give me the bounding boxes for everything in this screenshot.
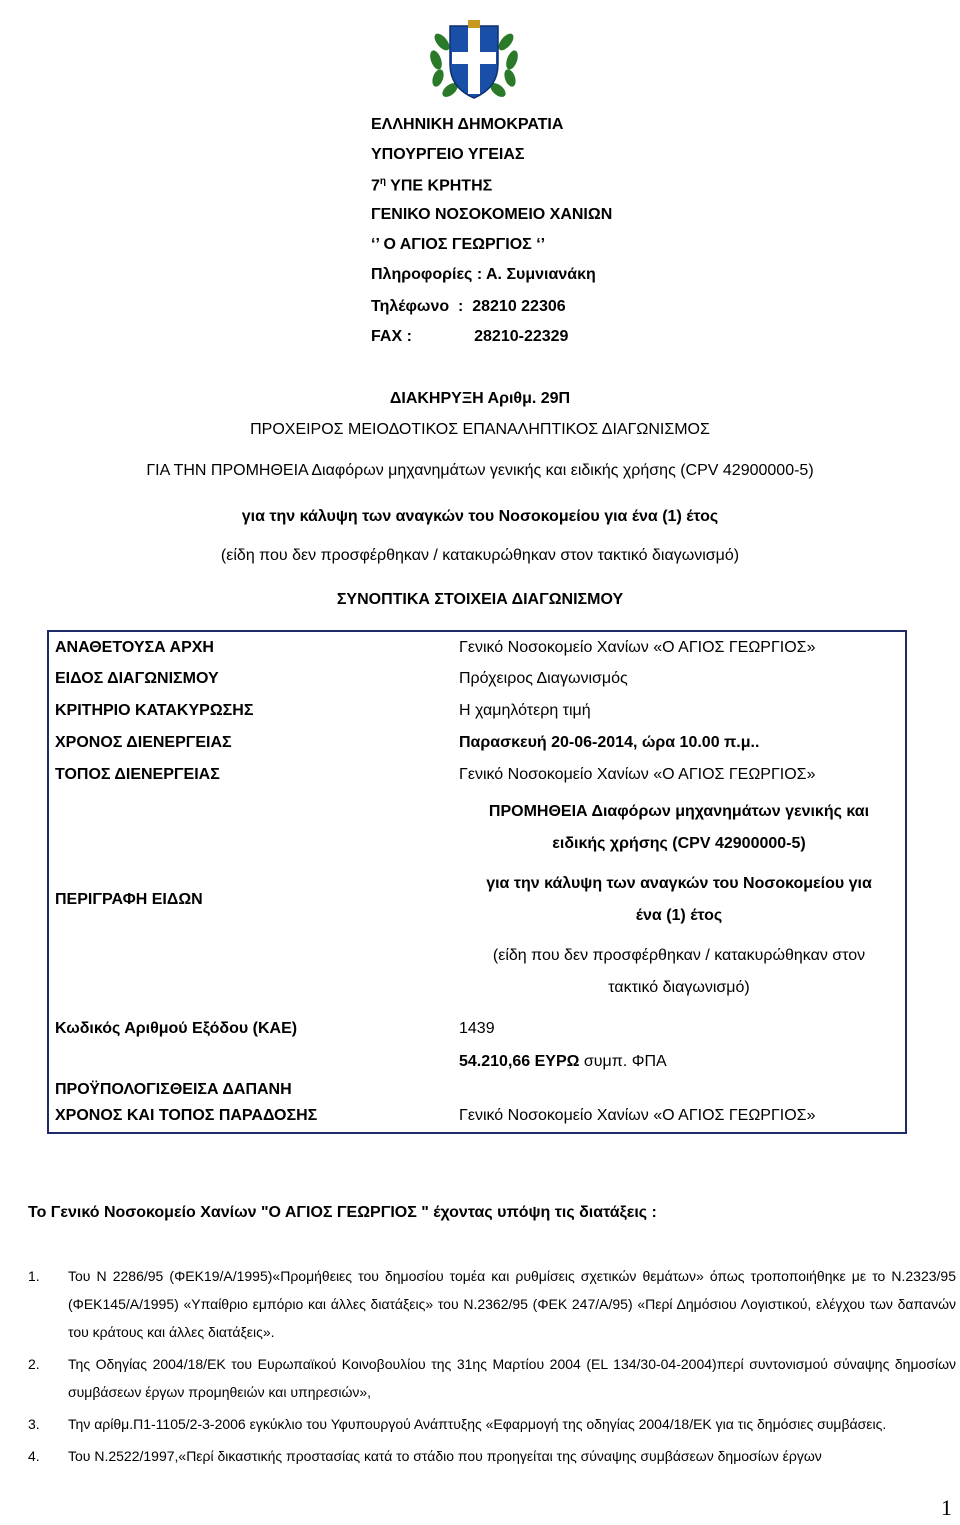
list-text: Την αρίθμ.Π1-1105/2-3-2006 εγκύκλιο του Υφυπουργού Ανάπτυξης «Εφαρμογή της οδηγίας 2004/18/ΕΚ για τις δημόσιες συμβάσεις.	[68, 1416, 887, 1432]
laws-list	[28, 1262, 956, 1474]
summary-heading: ΣΥΝΟΠΤΙΚΑ ΣΤΟΙΧΕΙΑ ΔΙΑΓΩΝΙΣΜΟΥ	[336, 591, 624, 608]
row-value: Πρόχειρος Διαγωνισμός	[459, 670, 628, 687]
desc-line: ένα (1) έτος	[635, 907, 723, 924]
list-text: Του Ν 2286/95 (ΦΕΚ19/Α/1995)«Προμήθειες του δημοσίου τομέα και ρυθμίσεις σχετικών θεμάτων» όπως τροποποιήθηκε με το Ν.2323/95 (ΦΕΚ145/Α/1995) «Υπαίθριο εμπόριο και άλλες διατάξεις» του Ν.2362/95 (ΦΕΚ 247/Α/95) «Περί Δημόσιου Λογιστικού, ελέγχου των δαπανών του κράτους και άλλες διατάξεις».	[68, 1268, 956, 1340]
row-value	[453, 1049, 906, 1099]
tender-note: (είδη που δεν προσφέρθηκαν / κατακυρώθηκαν στον τακτικό διαγωνισμό)	[220, 547, 740, 564]
header-info: Πληροφορίες : Α. Συμνιανάκη	[371, 266, 596, 283]
row-label: ΤΟΠΟΣ ΔΙΕΝΕΡΓΕΙΑΣ	[55, 766, 220, 783]
table-row	[48, 663, 906, 695]
table-row	[48, 695, 906, 727]
table-row	[48, 631, 906, 663]
header-hospital-name: ‘’ Ο ΑΓΙΟΣ ΓΕΩΡΓΙΟΣ ‘’	[371, 236, 546, 253]
preamble-text: Το Γενικό Νοσοκομείο Χανίων "Ο ΑΓΙΟΣ ΓΕΩΡΓΙΟΣ " έχοντας υπόψη τις διατάξεις :	[28, 1204, 657, 1221]
table-row	[48, 1009, 906, 1049]
header-ministry: ΥΠΟΥΡΓΕΙΟ ΥΓΕΙΑΣ	[371, 146, 525, 163]
list-item	[28, 1442, 956, 1470]
list-number: 2.	[28, 1356, 40, 1372]
tender-purpose: για την κάλυψη των αναγκών του Νοσοκομείου για ένα (1) έτος	[241, 508, 719, 525]
list-item	[28, 1350, 956, 1406]
row-label: ΑΝΑΘΕΤΟΥΣΑ ΑΡΧΗ	[55, 638, 214, 656]
greek-coat-of-arms-emblem	[424, 12, 524, 102]
list-number: 3.	[28, 1416, 40, 1432]
row-label: ΧΡΟΝΟΣ ΔΙΕΝΕΡΓΕΙΑΣ	[55, 734, 232, 751]
row-label: Κωδικός Αριθμού Εξόδου (ΚΑΕ)	[55, 1020, 298, 1037]
row-label: ΕΙΔΟΣ ΔΙΑΓΩΝΙΣΜΟΥ	[55, 670, 219, 687]
budget-amount: 54.210,66 ΕΥΡΩ	[459, 1053, 580, 1070]
list-item	[28, 1262, 956, 1346]
page-number: 1	[941, 1495, 952, 1520]
row-value: Παρασκευή 20-06-2014, ώρα 10.00 π.μ..	[459, 734, 760, 751]
header-hospital: ΓΕΝΙΚΟ ΝΟΣΟΚΟΜΕΙΟ ΧΑΝΙΩΝ	[371, 206, 613, 223]
declaration-number: ΔΙΑΚΗΡΥΞΗ Αριθμ. 29Π	[389, 390, 571, 407]
row-value: Η χαμηλότερη τιμή	[459, 702, 591, 719]
table-row	[48, 791, 906, 1009]
table-row	[48, 759, 906, 791]
items-description	[453, 791, 906, 1009]
tender-type: ΠΡΟΧΕΙΡΟΣ ΜΕΙΟΔΟΤΙΚΟΣ ΕΠΑΝΑΛΗΠΤΙΚΟΣ ΔΙΑΓΩΝΙΣΜΟΣ	[250, 421, 710, 438]
row-label: ΠΡΟΫΠΟΛΟΓΙΣΘΕΙΣΑ ΔΑΠΑΝΗ	[55, 1081, 292, 1098]
desc-line: ΠΡΟΜΗΘΕΙΑ Διαφόρων μηχανημάτων γενικής και	[488, 803, 870, 820]
desc-line: τακτικό διαγωνισμό)	[608, 979, 750, 996]
row-value: 1439	[459, 1020, 495, 1037]
list-number: 1.	[28, 1268, 40, 1284]
table-row	[48, 727, 906, 759]
row-value: Γενικό Νοσοκομείο Χανίων «Ο ΑΓΙΟΣ ΓΕΩΡΓΙΟΣ»	[459, 766, 816, 783]
budget-vat: συμπ. ΦΠΑ	[579, 1053, 667, 1070]
desc-line: (είδη που δεν προσφέρθηκαν / κατακυρώθηκαν στον	[492, 947, 866, 964]
list-number: 4.	[28, 1448, 40, 1464]
desc-line: για την κάλυψη των αναγκών του Νοσοκομείου για	[486, 875, 872, 892]
table-row	[48, 1049, 906, 1099]
table-row	[48, 1099, 906, 1133]
header-country: ΕΛΛΗΝΙΚΗ ΔΗΜΟΚΡΑΤΙΑ	[371, 116, 564, 133]
header-region: $7^\eta$ ΥΠΕ ΚΡΗΤΗΣ	[371, 176, 493, 195]
tender-subject: ΓΙΑ ΤΗΝ ΠΡΟΜΗΘΕΙΑ Διαφόρων μηχανημάτων γενικής και ειδικής χρήσης (CPV 42900000-5)	[146, 462, 814, 479]
desc-line: ειδικής χρήσης (CPV 42900000-5)	[552, 835, 806, 852]
row-value: Γενικό Νοσοκομείο Χανίων «Ο ΑΓΙΟΣ ΓΕΩΡΓΙΟΣ»	[459, 638, 816, 656]
row-value: Γενικό Νοσοκομείο Χανίων «Ο ΑΓΙΟΣ ΓΕΩΡΓΙΟΣ»	[459, 1106, 816, 1124]
row-label: ΧΡΟΝΟΣ ΚΑΙ ΤΟΠΟΣ ΠΑΡΑΔΟΣΗΣ	[55, 1106, 318, 1124]
list-item	[28, 1410, 956, 1438]
list-text: Του Ν.2522/1997,«Περί δικαστικής προστασίας κατά το στάδιο που προηγείται της σύναψης συμβάσεων δημοσίων έργων	[68, 1448, 822, 1464]
summary-table	[47, 630, 907, 1134]
list-text: Της Οδηγίας 2004/18/ΕΚ του Ευρωπαϊκού Κοινοβουλίου της 31ης Μαρτίου 2004 (EL 134/30-04-2004)περί συντονισμού σύναψης δημοσίων συμβάσεων έργων προμηθειών και υπηρεσιών»,	[68, 1356, 956, 1400]
header-phone: Τηλέφωνο : 28210 22306	[371, 298, 566, 315]
row-label: ΠΕΡΙΓΡΑΦΗ ΕΙΔΩΝ	[55, 891, 203, 908]
header-fax: FAX : 28210-22329	[371, 328, 569, 345]
row-label: ΚΡΙΤΗΡΙΟ ΚΑΤΑΚΥΡΩΣΗΣ	[55, 702, 254, 719]
